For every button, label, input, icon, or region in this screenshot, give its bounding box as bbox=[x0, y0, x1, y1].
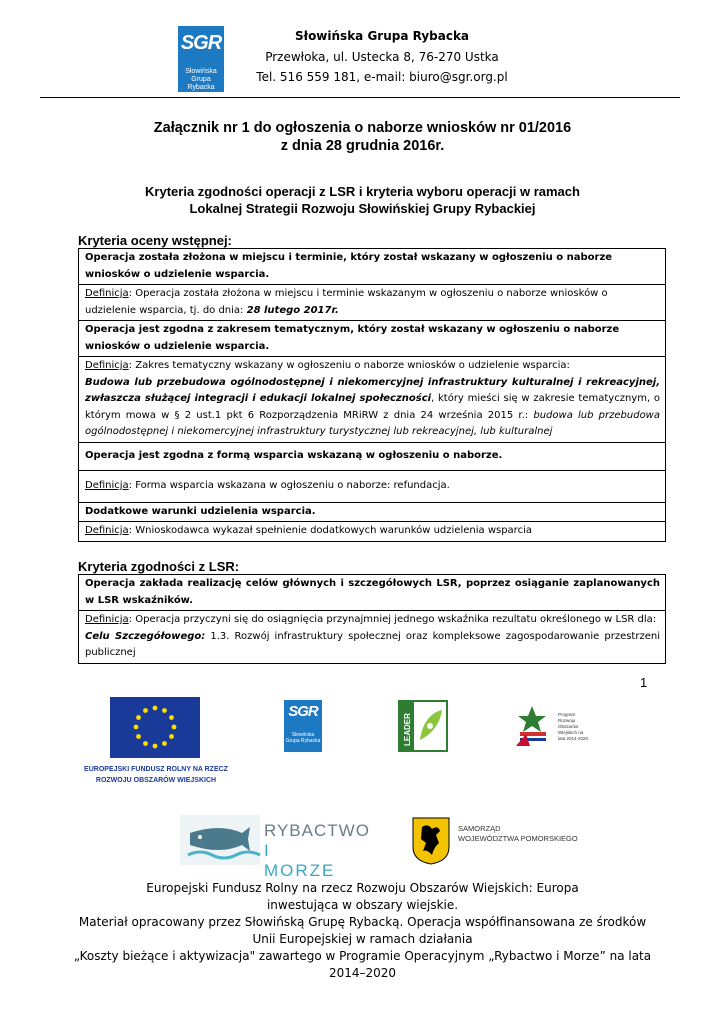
table-row bbox=[79, 442, 666, 471]
header-divider bbox=[40, 97, 680, 98]
criterion-definition: Definicja: Operacja przyczyni się do osiągnięcia przynajmniej jednego wskaźnika rezultatu określonego w LSR dla: Celu Szczegółowego: 1.3. Rozwój infrastruktury społecznej oraz kompleksowe zagospodarowanie przestrzeni publicznej bbox=[79, 611, 666, 664]
sgr-logo-text: SGR bbox=[180, 32, 222, 54]
criterion-definition: Definicja: Zakres tematyczny wskazany w ogłoszeniu o naborze wniosków o udzielenie wsparcia: Budowa lub przebudowa ogólnodostępnej i niekomercyjnej infrastruktury kulturalnej i rekreacyjnej, zwłaszcza służącej integracji i edukacji lokalnej społeczności, który mieści się w zakresie tematycznym, o którym mowa w § 2 ust.1 pkt 6 Rozporządzenia MRiRW z dnia 24 września 2015 r.: budowa lub przebudowa ogólnodostępnej i niekomercyjnej infrastruktury turystycznej lub rekreacyjnej, lub kulturalnej bbox=[79, 357, 666, 443]
criterion-header: Dodatkowe warunki udzielenia wsparcia. bbox=[79, 502, 666, 522]
lsr-criteria-table bbox=[78, 574, 666, 664]
criterion-definition: Definicja: Forma wsparcia wskazana w ogłoszeniu o naborze: refundacja. bbox=[79, 471, 666, 503]
rybactwo-i-morze-logo bbox=[180, 815, 370, 880]
preliminary-criteria-table bbox=[78, 248, 666, 542]
page-number: 1 bbox=[640, 675, 648, 690]
footer-text: Europejski Fundusz Rolny na rzecz Rozwoju Obszarów Wiejskich: Europa inwestująca w obszary wiejskie. Materiał opracowany przez Słowińską Grupę Rybacką. Operacja współfinansowana ze środków Unii Europejskiej w ramach działania „Koszty bieżące i aktywizacja" zawartego w Programie Operacyjnym „Rybactwo i Morze” na lata 2014–2020 bbox=[73, 881, 652, 980]
criterion-definition: Definicja: Operacja została złożona w miejscu i terminie wskazanym w ogłoszeniu o naborze wniosków o udzielenie wsparcia, tj. do dnia: 28 lutego 2017r. bbox=[79, 285, 666, 321]
criterion-header: Operacja jest zgodna z formą wsparcia wskazaną w ogłoszeniu o naborze. bbox=[79, 442, 666, 471]
rim-line2: I MORZE bbox=[264, 841, 336, 880]
org-address: Przewłoka, ul. Ustecka 8, 76-270 Ustka bbox=[265, 50, 499, 64]
table-row bbox=[79, 321, 666, 357]
samorzad-caption: SAMORZĄD WOJEWÓDZTWA POMORSKIEGO bbox=[458, 824, 578, 843]
table-row bbox=[79, 611, 666, 664]
section-heading-preliminary: Kryteria oceny wstępnej: bbox=[78, 233, 232, 248]
table-row bbox=[79, 522, 666, 542]
table-row bbox=[79, 357, 666, 443]
svg-text:LEADER: LEADER bbox=[403, 713, 412, 746]
griffin-icon bbox=[412, 817, 450, 865]
table-row bbox=[79, 285, 666, 321]
leader-logo bbox=[398, 700, 448, 752]
sgr-logo-subtext: Słowińska Grupa Rybacka bbox=[185, 68, 217, 91]
pomorskie-coat-of-arms bbox=[412, 817, 450, 865]
criterion-definition: Definicja: Wnioskodawca wykazał spełnienie dodatkowych warunków udzielenia wsparcia bbox=[79, 522, 666, 542]
table-row bbox=[79, 249, 666, 285]
table-row bbox=[79, 575, 666, 611]
table-row bbox=[79, 471, 666, 503]
prow-logo bbox=[510, 702, 590, 750]
leader-leaf-icon bbox=[400, 702, 446, 750]
section-heading-lsr: Kryteria zgodności z LSR: bbox=[78, 559, 240, 574]
prow-caption: Program Rozwoju Obszarów Wiejskich na lata 2014-2020 bbox=[558, 712, 589, 741]
criterion-header: Operacja jest zgodna z zakresem tematycznym, który został wskazany w ogłoszeniu o naborze wniosków o udzielenie wsparcia. bbox=[79, 321, 666, 357]
org-contact: Tel. 516 559 181, e-mail: biuro@sgr.org.pl bbox=[256, 70, 508, 84]
document-subtitle: Kryteria zgodności operacji z LSR i kryteria wyboru operacji w ramach Lokalnej Strategii Rozwoju Słowińskiej Grupy Rybackiej bbox=[145, 184, 580, 216]
criterion-header: Operacja została złożona w miejscu i terminie, który został wskazany w ogłoszeniu o naborze wniosków o udzielenie wsparcia. bbox=[79, 249, 666, 285]
criterion-header: Operacja zakłada realizację celów głównych i szczegółowych LSR, poprzez osiąganie zaplanowanych w LSR wskaźników. bbox=[79, 575, 666, 611]
table-row bbox=[79, 502, 666, 522]
rim-line1: RYBACTWO bbox=[264, 821, 370, 840]
eu-stars-icon bbox=[110, 697, 200, 758]
sgr-logo-small: SGR Słowińska Grupa Rybacka bbox=[284, 700, 322, 752]
eu-flag-logo bbox=[110, 697, 200, 758]
sgr-logo bbox=[178, 26, 224, 92]
document-title: Załącznik nr 1 do ogłoszenia o naborze wniosków nr 01/2016 z dnia 28 grudnia 2016r. bbox=[153, 120, 572, 154]
eu-fund-caption: EUROPEJSKI FUNDUSZ ROLNY NA RZECZ ROZWOJU OBSZARÓW WIEJSKICH bbox=[84, 766, 228, 784]
org-name: Słowińska Grupa Rybacka bbox=[294, 29, 470, 43]
